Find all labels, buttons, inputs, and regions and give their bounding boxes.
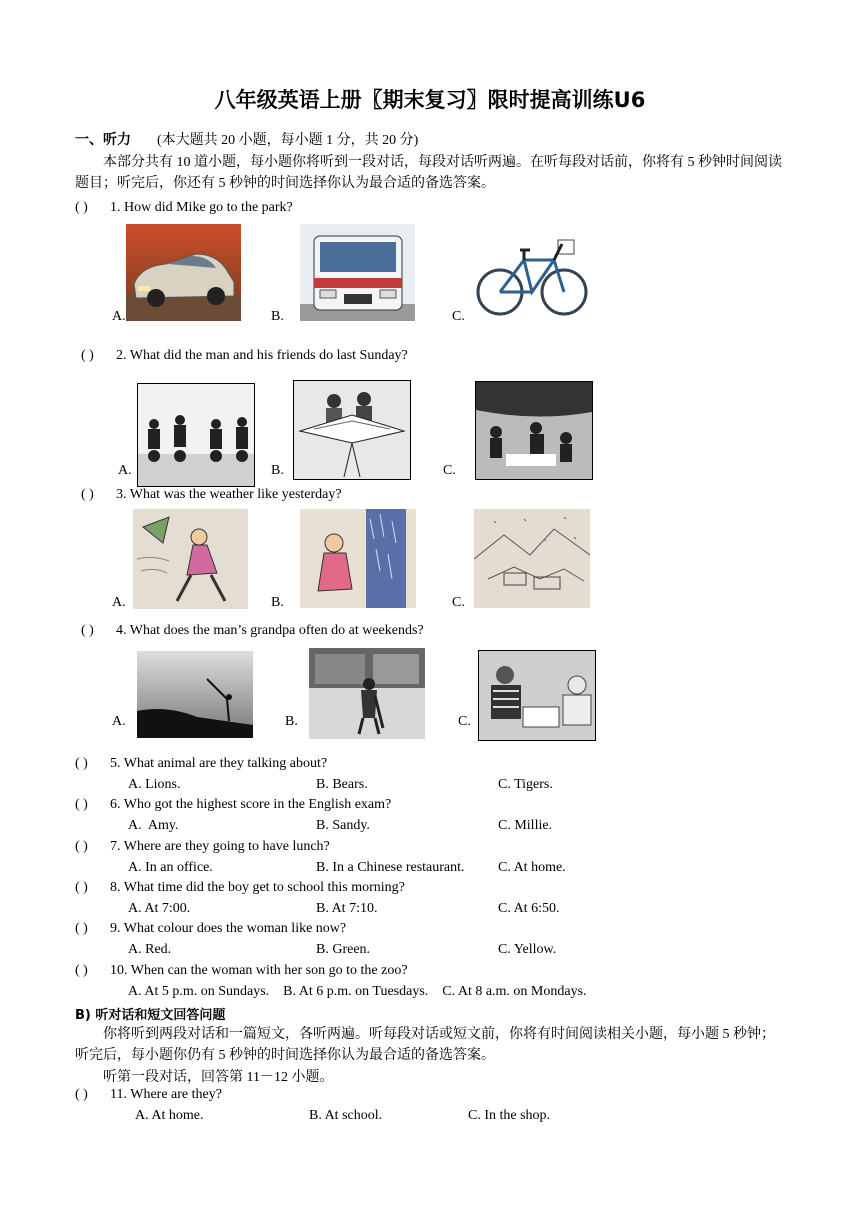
question-text: 6. Who got the highest score in the English exam?	[110, 797, 392, 812]
option-c: C. Millie.	[498, 818, 553, 833]
fishing-image	[137, 651, 253, 738]
option-c: C. At home.	[498, 860, 566, 875]
question-text: 10. When can the woman with her son go to the zoo?	[110, 963, 408, 978]
option-a: A. At 7:00.	[128, 901, 191, 916]
option-b: B. At 7:10.	[316, 901, 378, 916]
option-label: B.	[271, 463, 284, 478]
bicycle-image	[476, 230, 588, 322]
section-heading: 一、听力	[75, 132, 131, 148]
section-b-sub: 听第一段对话，回答第 11－12 小题。	[103, 1070, 334, 1085]
question-text: 5. What animal are they talking about?	[110, 756, 328, 771]
option-label: B.	[271, 595, 284, 610]
question-text: 1. How did Mike go to the park?	[110, 200, 293, 215]
taxi-image	[126, 224, 241, 321]
answer-bracket[interactable]: ( )	[75, 839, 88, 854]
option-label: A.	[112, 309, 126, 324]
option-b: B. Bears.	[316, 777, 368, 792]
question-text: 2. What did the man and his friends do last Sunday?	[116, 348, 408, 363]
option-label: A.	[118, 463, 132, 478]
answer-bracket[interactable]: ( )	[75, 880, 88, 895]
section-b-intro: 你将听到两段对话和一篇短文，各听两遍。听每段对话或短文前，你将有时间阅读相关小题，每小题 5 秒钟；听完后，每小题你仍有 5 秒钟的时间选择你认为最合适的备选答案。	[75, 1027, 775, 1063]
page-title: 八年级英语上册〖期末复习〗限时提高训练U6	[214, 88, 646, 112]
section-note: (本大题共 20 小题，每小题 1 分，共 20 分)	[157, 133, 419, 148]
option-a: A. Amy.	[128, 818, 179, 833]
option-label: C.	[452, 595, 465, 610]
chess-playing-image	[478, 650, 596, 741]
option-a: A. Lions.	[128, 777, 181, 792]
rainy-weather-image	[300, 509, 416, 608]
picnic-image	[475, 381, 593, 480]
option-label: C.	[452, 309, 465, 324]
q10-options: A. At 5 p.m. on Sundays. B. At 6 p.m. on Tuesdays. C. At 8 a.m. on Mondays.	[128, 984, 587, 999]
answer-bracket[interactable]: ( )	[75, 797, 88, 812]
option-a: A. In an office.	[128, 860, 213, 875]
answer-bracket[interactable]: ( )	[75, 921, 88, 936]
option-label: A.	[112, 714, 126, 729]
answer-bracket[interactable]: ( )	[75, 756, 88, 771]
snowy-weather-image	[474, 509, 590, 608]
question-text: 3. What was the weather like yesterday?	[116, 487, 342, 502]
option-a: A. At home.	[135, 1108, 204, 1123]
option-c: C. In the shop.	[468, 1108, 551, 1123]
answer-bracket[interactable]: ( )	[81, 623, 94, 638]
option-b: B. Sandy.	[316, 818, 370, 833]
section-intro: 本部分共有 10 道小题，每小题你将听到一段对话，每段对话听两遍。在听每段对话前，你将有 5 秒钟时间阅读题目；听完后，你还有 5 秒钟的时间选择你认为最合适的备选答案。	[75, 155, 782, 191]
option-label: B.	[271, 309, 284, 324]
motorcycle-riders-image	[137, 383, 255, 487]
croquet-image	[309, 648, 425, 739]
option-c: C. Yellow.	[498, 942, 557, 957]
answer-bracket[interactable]: ( )	[81, 348, 94, 363]
question-text: 4. What does the man’s grandpa often do at weekends?	[116, 623, 424, 638]
question-text: 7. Where are they going to have lunch?	[110, 839, 330, 854]
answer-bracket[interactable]: ( )	[75, 1087, 88, 1102]
option-label: A.	[112, 595, 126, 610]
question-text: 9. What colour does the woman like now?	[110, 921, 347, 936]
option-c: C. Tigers.	[498, 777, 553, 792]
kite-flying-image	[293, 380, 411, 480]
answer-bracket[interactable]: ( )	[75, 200, 88, 215]
option-label: C.	[458, 714, 471, 729]
option-b: B. In a Chinese restaurant.	[316, 860, 465, 875]
bus-image	[300, 224, 415, 321]
option-a: A. Red.	[128, 942, 172, 957]
windy-weather-image	[133, 509, 248, 609]
answer-bracket[interactable]: ( )	[75, 963, 88, 978]
question-text: 11. Where are they?	[110, 1087, 222, 1102]
question-text: 8. What time did the boy get to school this morning?	[110, 880, 405, 895]
option-b: B. Green.	[316, 942, 371, 957]
option-b: B. At school.	[309, 1108, 383, 1123]
option-label: B.	[285, 714, 298, 729]
option-c: C. At 6:50.	[498, 901, 560, 916]
option-label: C.	[443, 463, 456, 478]
answer-bracket[interactable]: ( )	[81, 487, 94, 502]
section-b-heading: B) 听对话和短文回答问题	[75, 1008, 226, 1023]
